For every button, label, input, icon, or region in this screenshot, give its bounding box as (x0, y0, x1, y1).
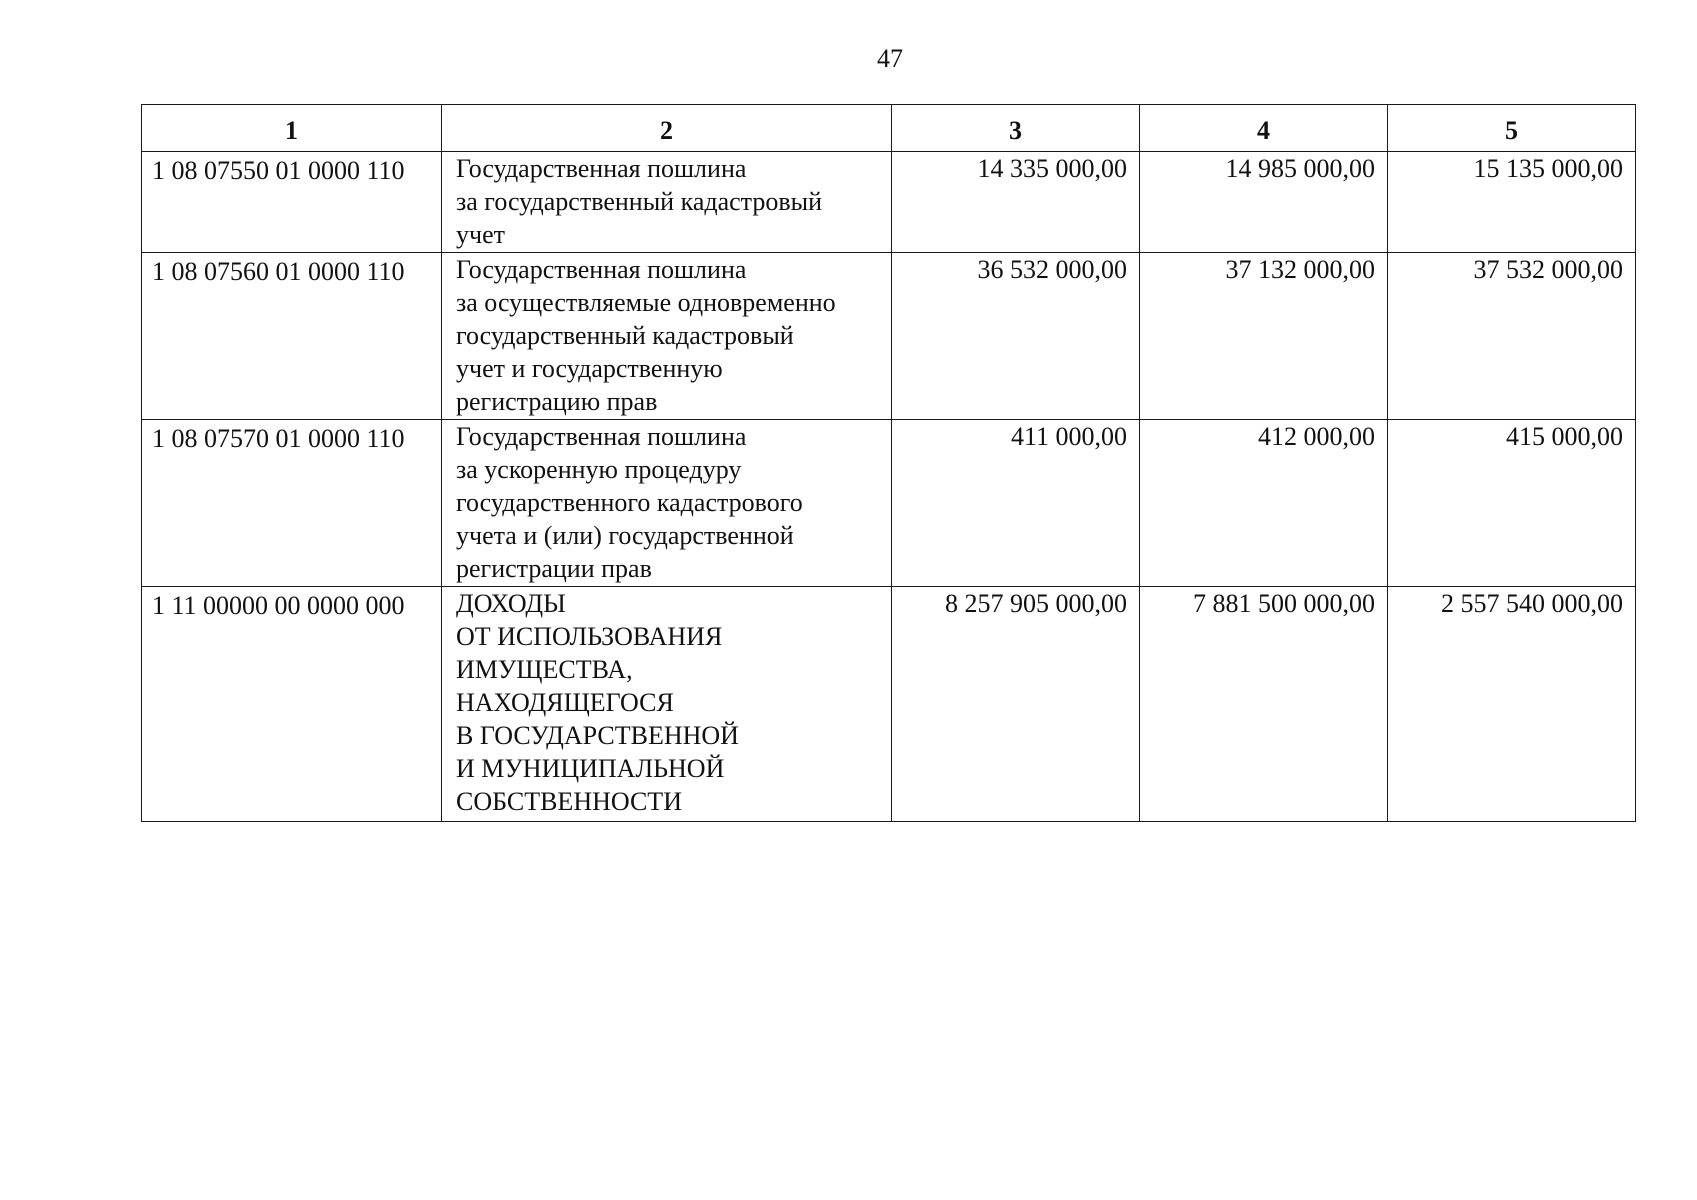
revenue-name (442, 253, 892, 420)
revenue-name-line: учет и государственную (456, 354, 723, 383)
table-row (142, 420, 1636, 587)
revenue-name-line: регистрацию прав (456, 387, 658, 416)
revenue-name-line: ДОХОДЫ (456, 589, 566, 618)
table-header-row (142, 105, 1636, 152)
amount-column-4: 37 132 000,00 (1140, 253, 1388, 420)
budget-classification-code: 1 11 00000 00 0000 000 (142, 587, 442, 822)
amount-column-3: 411 000,00 (892, 420, 1140, 587)
revenue-name (442, 420, 892, 587)
amount-column-5: 415 000,00 (1388, 420, 1636, 587)
column-number-1: 1 (142, 105, 442, 152)
revenue-name-line: за ускоренную процедуру (456, 455, 742, 484)
revenue-name-line: государственный кадастровый (456, 321, 794, 350)
revenue-name-line: за государственный кадастровый (456, 187, 823, 216)
revenue-name-line: И МУНИЦИПАЛЬНОЙ (456, 754, 725, 783)
amount-column-5: 15 135 000,00 (1388, 152, 1636, 253)
column-number-4: 4 (1140, 105, 1388, 152)
revenue-name-line: В ГОСУДАРСТВЕННОЙ (456, 721, 739, 750)
column-number-3: 3 (892, 105, 1140, 152)
revenue-name-line: за осуществляемые одновременно (456, 288, 836, 317)
budget-classification-code: 1 08 07570 01 0000 110 (142, 420, 442, 587)
revenue-name-line: Государственная пошлина (456, 255, 747, 284)
amount-column-4: 7 881 500 000,00 (1140, 587, 1388, 822)
budget-classification-code: 1 08 07550 01 0000 110 (142, 152, 442, 253)
revenue-name-line: Государственная пошлина (456, 154, 747, 183)
revenue-name (442, 152, 892, 253)
amount-column-3: 36 532 000,00 (892, 253, 1140, 420)
table-row (142, 587, 1636, 822)
table-row (142, 253, 1636, 420)
revenue-name-line: НАХОДЯЩЕГОСЯ (456, 688, 674, 717)
amount-column-4: 14 985 000,00 (1140, 152, 1388, 253)
table-row (142, 152, 1636, 253)
revenue-name (442, 587, 892, 822)
amount-column-4: 412 000,00 (1140, 420, 1388, 587)
amount-column-5: 2 557 540 000,00 (1388, 587, 1636, 822)
revenue-name-line: государственного кадастрового (456, 488, 803, 517)
revenue-name-line: Государственная пошлина (456, 422, 747, 451)
revenue-name-line: регистрации прав (456, 554, 652, 583)
revenue-name-line: ОТ ИСПОЛЬЗОВАНИЯ (456, 622, 723, 651)
amount-column-5: 37 532 000,00 (1388, 253, 1636, 420)
budget-revenue-table (141, 104, 1636, 822)
amount-column-3: 14 335 000,00 (892, 152, 1140, 253)
revenue-name-line: ИМУЩЕСТВА, (456, 655, 633, 684)
revenue-name-line: СОБСТВЕННОСТИ (456, 787, 682, 816)
column-number-2: 2 (442, 105, 892, 152)
page-number: 47 (877, 44, 903, 73)
revenue-name-line: учет (456, 220, 505, 249)
column-number-5: 5 (1388, 105, 1636, 152)
amount-column-3: 8 257 905 000,00 (892, 587, 1140, 822)
revenue-name-line: учета и (или) государственной (456, 521, 794, 550)
budget-classification-code: 1 08 07560 01 0000 110 (142, 253, 442, 420)
